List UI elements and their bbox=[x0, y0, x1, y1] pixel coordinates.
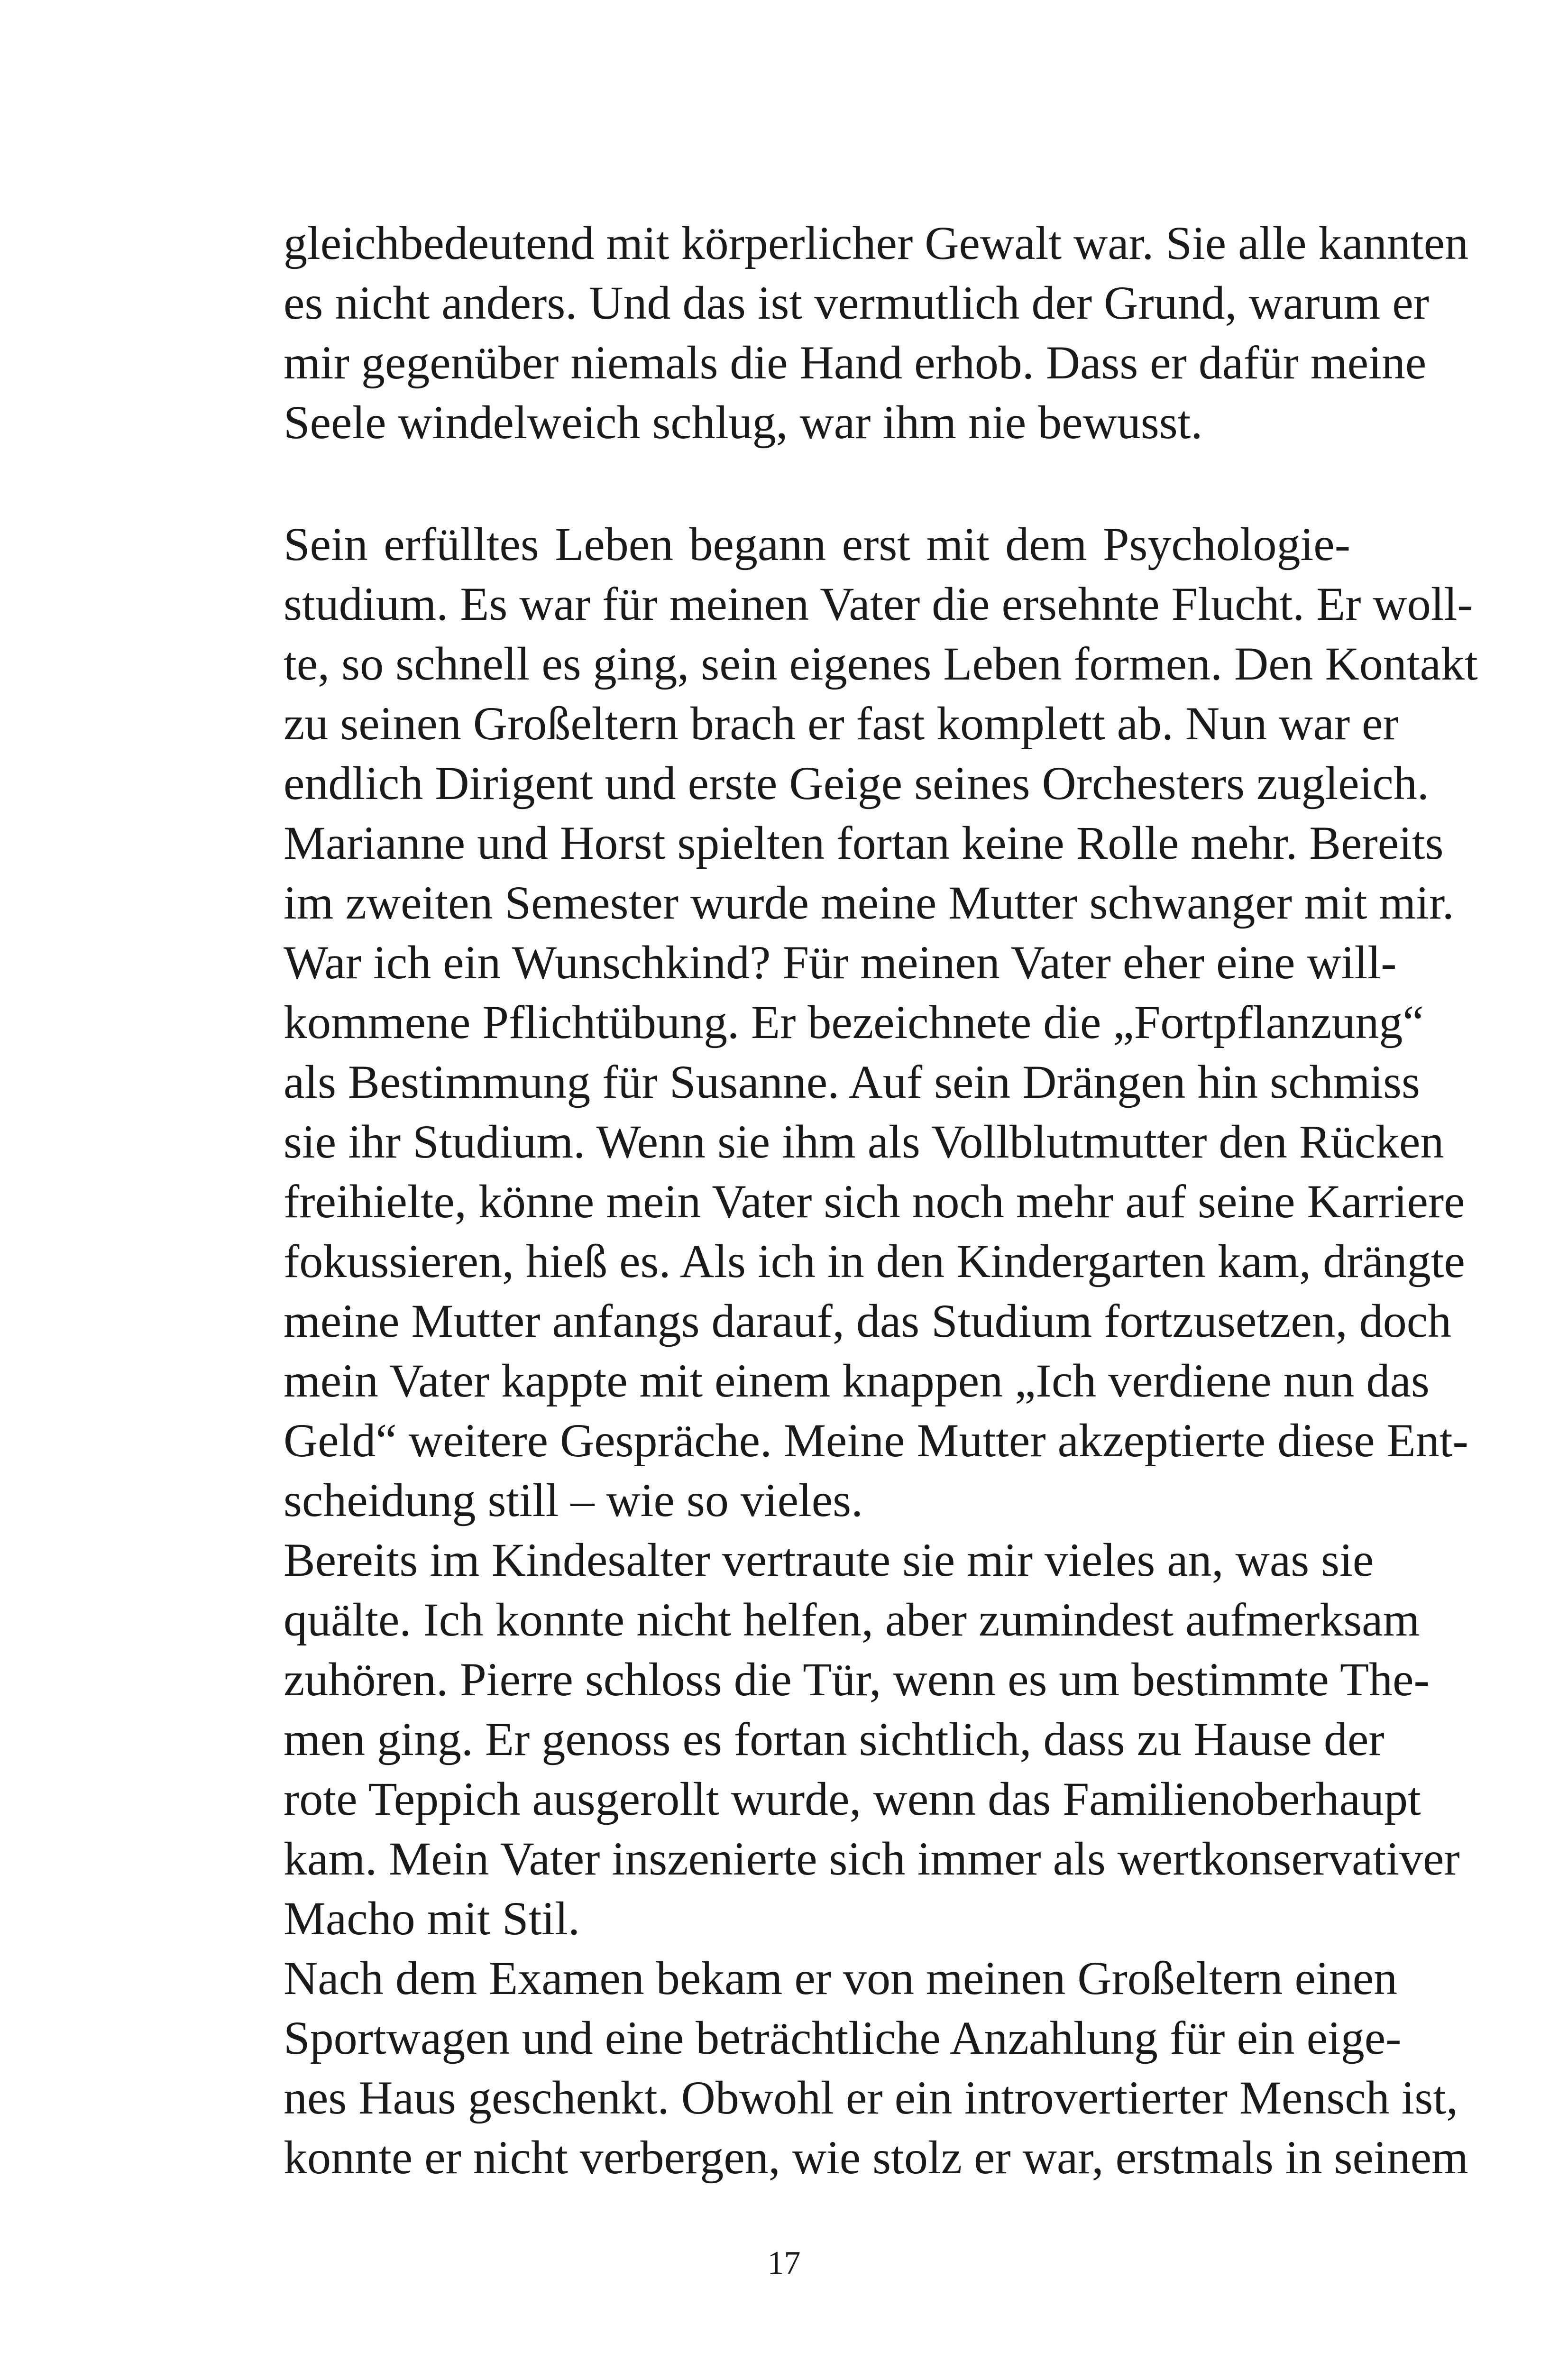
text-line: fokussieren, hieß es. Als ich in den Kindergarten kam, drängte bbox=[284, 1235, 1465, 1287]
text-line: konnte er nicht verbergen, wie stolz er war, erstmals in seinem bbox=[284, 2131, 1468, 2184]
text-line: Seele windelweich schlug, war ihm nie bewusst. bbox=[284, 396, 1203, 449]
text-line: Nach dem Examen bekam er von meinen Großeltern einen bbox=[284, 1952, 1398, 2004]
text-line: sie ihr Studium. Wenn sie ihm als Vollblutmutter den Rücken bbox=[284, 1115, 1444, 1168]
text-line: Sein erfülltes Leben begann erst mit dem Psychologie- bbox=[284, 518, 1350, 570]
text-line: mein Vater kappte mit einem knappen „Ich verdiene nun das bbox=[284, 1354, 1430, 1407]
text-line: gleichbedeutend mit körperlicher Gewalt war. Sie alle kannten bbox=[284, 217, 1469, 269]
text-line: im zweiten Semester wurde meine Mutter schwanger mit mir. bbox=[284, 876, 1454, 929]
text-line: Macho mit Stil. bbox=[284, 1892, 580, 1945]
text-line: Geld“ weitere Gespräche. Meine Mutter akzeptierte diese Ent- bbox=[284, 1414, 1468, 1467]
paragraph-block-2 bbox=[284, 515, 1478, 2187]
text-line: studium. Es war für meinen Vater die ersehnte Flucht. Er woll- bbox=[284, 578, 1473, 630]
text-line: es nicht anders. Und das ist vermutlich der Grund, warum er bbox=[284, 276, 1430, 329]
text-line: te, so schnell es ging, sein eigenes Leben formen. Den Kontakt bbox=[284, 637, 1478, 690]
text-line: zuhören. Pierre schloss die Tür, wenn es um bestimmte The- bbox=[284, 1653, 1430, 1706]
text-line: kam. Mein Vater inszenierte sich immer als wertkonservativer bbox=[284, 1832, 1460, 1885]
text-line: rote Teppich ausgerollt wurde, wenn das Familienoberhaupt bbox=[284, 1773, 1421, 1825]
text-line: War ich ein Wunschkind? Für meinen Vater eher eine will- bbox=[284, 936, 1397, 989]
paragraph-block-1 bbox=[284, 213, 1469, 452]
page-number: 17 bbox=[767, 2245, 801, 2281]
text-line: Bereits im Kindesalter vertraute sie mir vieles an, was sie bbox=[284, 1534, 1374, 1586]
text-line: zu seinen Großeltern brach er fast komplett ab. Nun war er bbox=[284, 697, 1399, 750]
text-line: endlich Dirigent und erste Geige seines Orchesters zugleich. bbox=[284, 757, 1429, 809]
text-line: men ging. Er genoss es fortan sichtlich, dass zu Hause der bbox=[284, 1713, 1385, 1765]
text-line: scheidung still – wie so vieles. bbox=[284, 1474, 863, 1526]
text-line: meine Mutter anfangs darauf, das Studium fortzusetzen, doch bbox=[284, 1295, 1452, 1347]
text-line: Sportwagen und eine beträchtliche Anzahlung für ein eige- bbox=[284, 2012, 1402, 2064]
text-line: mir gegenüber niemals die Hand erhob. Dass er dafür meine bbox=[284, 336, 1427, 389]
text-line: nes Haus geschenkt. Obwohl er ein introvertierter Mensch ist, bbox=[284, 2071, 1458, 2124]
text-line: als Bestimmung für Susanne. Auf sein Drängen hin schmiss bbox=[284, 1056, 1420, 1108]
text-line: freihielte, könne mein Vater sich noch mehr auf seine Karriere bbox=[284, 1175, 1465, 1228]
text-line: quälte. Ich konnte nicht helfen, aber zumindest aufmerksam bbox=[284, 1593, 1420, 1646]
text-line: Marianne und Horst spielten fortan keine Rolle mehr. Bereits bbox=[284, 817, 1444, 869]
text-line: kommene Pflichtübung. Er bezeichnete die „Fortpflanzung“ bbox=[284, 996, 1424, 1048]
